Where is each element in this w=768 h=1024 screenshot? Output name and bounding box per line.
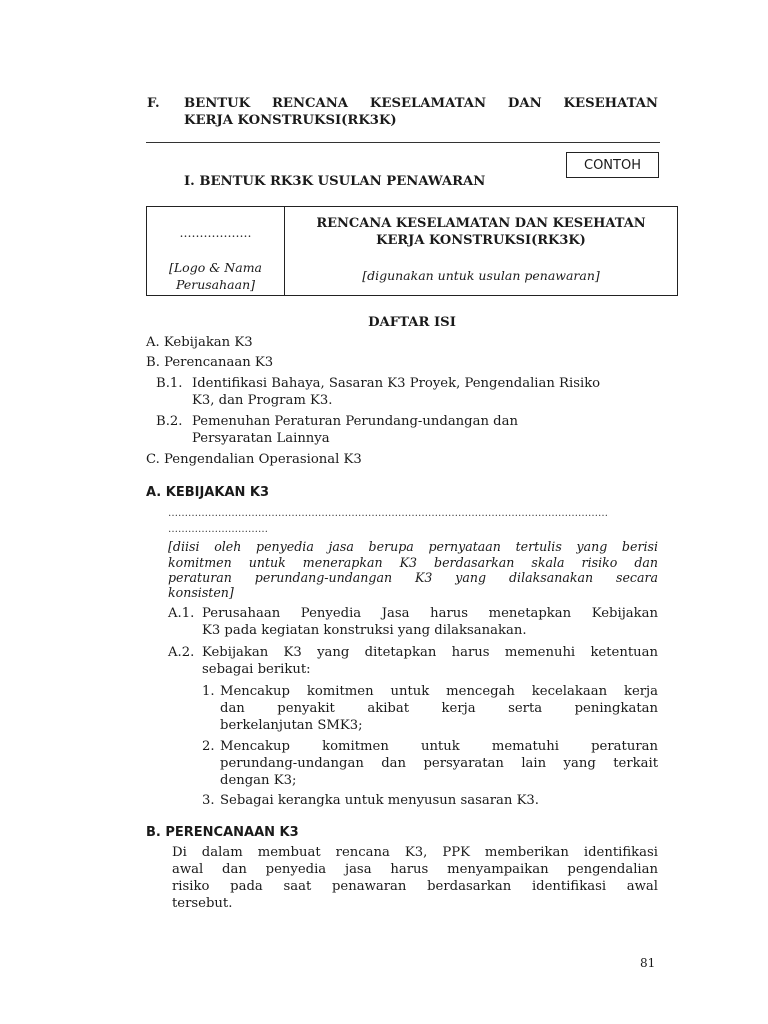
toc-item-b1-num: B.1. (156, 376, 183, 391)
header-rule (146, 142, 660, 143)
toc-item-b1-line2: K3, dan Program K3. (192, 393, 333, 408)
section-a-note-line3: peraturan perundang-undangan K3 yang dilaksanakan secara (168, 570, 658, 585)
table-title-line2: KERJA KONSTRUKSI(RK3K) (376, 233, 586, 248)
subitem-2-num: 2. (202, 739, 215, 754)
item-a2-line2: sebagai berikut: (202, 662, 311, 677)
section-b-line2: awal dan penyedia jasa harus menyampaikan pengendalian (172, 862, 658, 877)
contoh-label-box (566, 152, 659, 178)
logo-line2: Perusahaan] (175, 277, 256, 292)
toc-item-b2-line2: Persyaratan Lainnya (192, 431, 330, 446)
section-b-heading: B. PERENCANAAN K3 (146, 825, 299, 840)
section-b-line3: risiko pada saat penawaran berdasarkan identifikasi awal (172, 879, 658, 894)
section-b-line1: Di dalam membuat rencana K3, PPK memberikan identifikasi (172, 845, 658, 860)
page-number: 81 (640, 956, 656, 970)
section-b-line4: tersebut. (172, 896, 233, 911)
section-a-dots-line1: …………………………………………………………………………………………………………………… (168, 508, 608, 519)
subitem-2-line1: Mencakup komitmen untuk mematuhi peraturan (220, 739, 658, 754)
subitem-3-num: 3. (202, 793, 215, 808)
subitem-2-line2: perundang-undangan dan persyaratan lain yang terkait (220, 756, 658, 771)
toc-item-b2-num: B.2. (156, 414, 183, 429)
section-title-line1: BENTUK RENCANA KESELAMATAN DAN KESEHATAN (184, 96, 658, 111)
subsection-title: I. BENTUK RK3K USULAN PENAWARAN (184, 174, 486, 189)
contoh-label: CONTOH (584, 157, 641, 173)
toc-item-b1-line1: Identifikasi Bahaya, Sasaran K3 Proyek, Pengendalian Risiko (192, 376, 601, 391)
subitem-1-line2: dan penyakit akibat kerja serta peningkatan (220, 701, 658, 716)
toc-item-c: C. Pengendalian Operasional K3 (146, 452, 362, 467)
logo-line1: [Logo & Nama (169, 260, 262, 275)
section-a-note-line1: [diisi oleh penyedia jasa berupa pernyataan tertulis yang berisi (168, 539, 658, 554)
section-a-dots-line2: ………………………… (168, 524, 268, 535)
subitem-1-line1: Mencakup komitmen untuk mencegah kecelakaan kerja (220, 684, 658, 699)
section-a-note-line2: komitmen untuk menerapkan K3 berdasarkan skala risiko dan (168, 555, 658, 570)
section-title-line2: KERJA KONSTRUKSI(RK3K) (184, 113, 397, 128)
table-usage-note: [digunakan untuk usulan penawaran] (362, 268, 600, 283)
document-header-table (146, 206, 678, 296)
logo-placeholder-dots: ……………… (179, 226, 252, 240)
logo-placeholder (147, 259, 284, 293)
section-a-heading: A. KEBIJAKAN K3 (146, 485, 270, 500)
toc-item-b2-line1: Pemenuhan Peraturan Perundang-undangan dan (192, 414, 518, 429)
item-a1-line2: K3 pada kegiatan konstruksi yang dilaksanakan. (202, 623, 527, 638)
item-a2-line1: Kebijakan K3 yang ditetapkan harus memenuhi ketentuan (202, 645, 658, 660)
subitem-3-line1: Sebagai kerangka untuk menyusun sasaran K3. (220, 793, 539, 808)
item-a1-num: A.1. (168, 606, 195, 621)
toc-title: DAFTAR ISI (368, 315, 456, 330)
item-a1-line1: Perusahaan Penyedia Jasa harus menetapkan Kebijakan (202, 606, 658, 621)
toc-item-a: A. Kebijakan K3 (146, 335, 253, 350)
subitem-1-line3: berkelanjutan SMK3; (220, 718, 363, 733)
subitem-1-num: 1. (202, 684, 215, 699)
toc-item-b: B. Perencanaan K3 (146, 355, 274, 370)
section-letter: F. (147, 96, 160, 111)
section-a-note-line4: konsisten] (168, 585, 234, 600)
table-title-line1: RENCANA KESELAMATAN DAN KESEHATAN (316, 216, 646, 231)
item-a2-num: A.2. (168, 645, 195, 660)
subitem-2-line3: dengan K3; (220, 773, 297, 788)
